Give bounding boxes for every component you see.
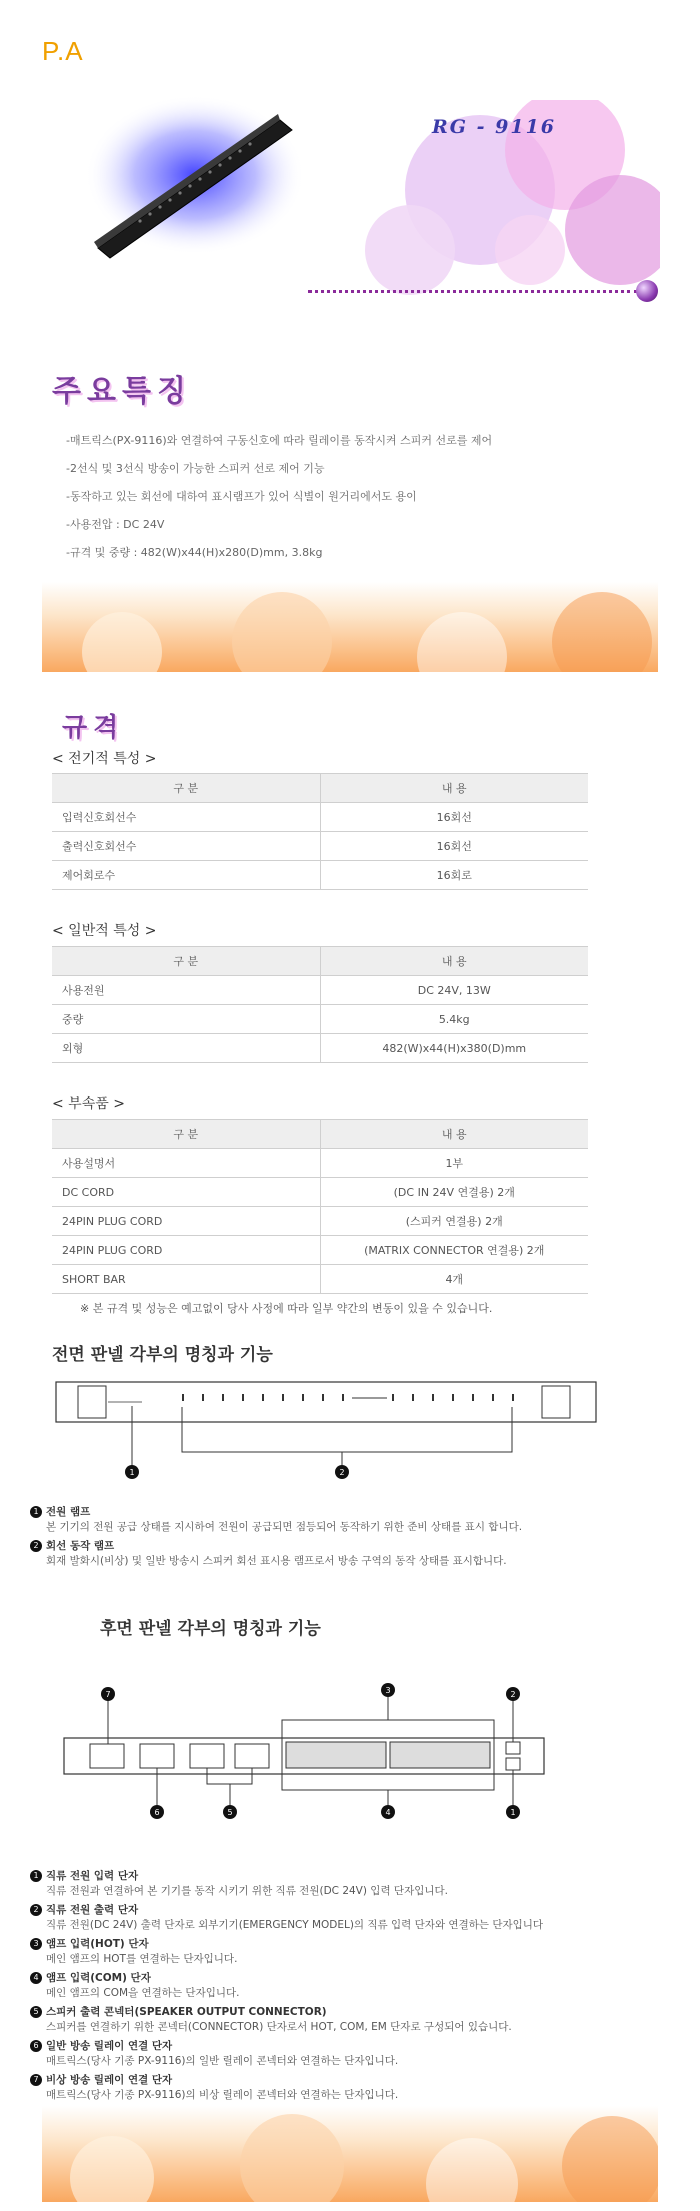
divider <box>308 290 638 293</box>
general-title: < 일반적 특성 > <box>52 923 157 939</box>
callout-number: 7 <box>105 1690 111 1699</box>
feature-item: -동작하고 있는 회선에 대하여 표시램프가 있어 식별이 원거리에서도 용이 <box>66 490 417 503</box>
front-legend-item: 1 전원 램프 본 기기의 전원 공급 상태를 지시하여 전원이 공급되면 점등되어 동작하기 위한 준비 상태를 표시 합니다. <box>30 1504 670 1534</box>
table-row: 제어회로수 16회로 <box>52 861 588 890</box>
table-row: 24PIN PLUG CORD (스피커 연결용) 2개 <box>52 1207 588 1236</box>
feature-item: -규격 및 중량 : 482(W)x44(H)x280(D)mm, 3.8kg <box>66 546 323 559</box>
callout-number: 2 <box>339 1468 345 1477</box>
model-number: RG - 9116 <box>432 116 557 138</box>
table-header: 구 분 <box>52 774 320 803</box>
rear-legend-item: 7 비상 방송 릴레이 연결 단자 매트릭스(당사 기종 PX-9116)의 비상 릴레이 콘넥터와 연결하는 단자입니다. <box>30 2072 670 2102</box>
rear-legend-item: 5 스피커 출력 콘넥터(SPEAKER OUTPUT CONNECTOR) 스피커를 연결하기 위한 콘넥터(CONNECTOR) 단자로서 HOT, COM, EM 단자로 구성되어 있습니다. <box>30 2004 670 2034</box>
feature-item: -2선식 및 3선식 방송이 가능한 스피커 선로 제어 기능 <box>66 462 325 475</box>
decorative-band <box>42 2106 658 2202</box>
table-row: 중량 5.4kg <box>52 1005 588 1034</box>
rear-legend-item: 3 앰프 입력(HOT) 단자 메인 앰프의 HOT를 연결하는 단자입니다. <box>30 1936 670 1966</box>
table-row: 입력신호회선수 16회선 <box>52 803 588 832</box>
electrical-table <box>52 773 588 890</box>
feature-item: -사용전압 : DC 24V <box>66 518 165 531</box>
features-title: 주요특징 <box>52 374 192 409</box>
category-label: P.A <box>42 36 84 66</box>
accessories-title: < 부속품 > <box>52 1096 125 1112</box>
table-row: 사용전원 DC 24V, 13W <box>52 976 588 1005</box>
table-header: 내 용 <box>320 774 588 803</box>
rear-legend-item: 6 일반 방송 릴레이 연결 단자 매트릭스(당사 기종 PX-9116)의 일반 릴레이 콘넥터와 연결하는 단자입니다. <box>30 2038 670 2068</box>
table-row: DC CORD (DC IN 24V 연결용) 2개 <box>52 1178 588 1207</box>
rear-panel-diagram <box>60 1680 560 1840</box>
table-row: 외형 482(W)x44(H)x380(D)mm <box>52 1034 588 1063</box>
callout-number: 4 <box>385 1808 391 1817</box>
table-header: 구 분 <box>52 1120 320 1149</box>
table-header: 구 분 <box>52 947 320 976</box>
table-row: 24PIN PLUG CORD (MATRIX CONNECTOR 연결용) 2개 <box>52 1236 588 1265</box>
callout-number: 2 <box>510 1690 516 1699</box>
decorative-band <box>42 582 658 672</box>
rear-legend-item: 1 직류 전원 입력 단자 직류 전원과 연결하여 본 기기를 동작 시키기 위한 직류 전원(DC 24V) 입력 단자입니다. <box>30 1868 670 1898</box>
callout-number: 6 <box>154 1808 160 1817</box>
front-panel-title: 전면 판넬 각부의 명칭과 기능 <box>52 1345 273 1365</box>
accessories-table <box>52 1119 588 1294</box>
general-table <box>52 946 588 1063</box>
callout-number: 5 <box>227 1808 233 1817</box>
product-image <box>80 80 310 280</box>
rear-legend-item: 2 직류 전원 출력 단자 직류 전원(DC 24V) 출력 단자로 외부기기(EMERGENCY MODEL)의 직류 입력 단자와 연결하는 단자입니다 <box>30 1902 670 1932</box>
decorative-ball-icon <box>636 280 658 302</box>
rear-legend-item: 4 앰프 입력(COM) 단자 메인 앰프의 COM을 연결하는 단자입니다. <box>30 1970 670 2000</box>
table-header: 내 용 <box>320 1120 588 1149</box>
specs-title: 규격 <box>62 713 125 743</box>
callout-number: 1 <box>129 1468 135 1477</box>
rear-panel-title: 후면 판넬 각부의 명칭과 기능 <box>100 1619 321 1639</box>
feature-item: -매트릭스(PX-9116)와 연결하여 구동신호에 따라 릴레이를 동작시켜 스피커 선로를 제어 <box>66 434 493 447</box>
electrical-title: < 전기적 특성 > <box>52 751 157 767</box>
spec-note: ※ 본 규격 및 성능은 예고없이 당사 사정에 따라 일부 약간의 변동이 있을 수 있습니다. <box>80 1302 493 1315</box>
table-row: 출력신호회선수 16회선 <box>52 832 588 861</box>
front-legend-item: 2 회선 동작 램프 회재 발화시(비상) 및 일반 방송시 스피커 회선 표시용 램프로서 방송 구역의 동작 상태를 표시합니다. <box>30 1538 670 1568</box>
front-panel-diagram <box>52 1372 612 1482</box>
table-header: 내 용 <box>320 947 588 976</box>
callout-number: 1 <box>510 1808 516 1817</box>
table-row: 사용설명서 1부 <box>52 1149 588 1178</box>
table-row: SHORT BAR 4개 <box>52 1265 588 1294</box>
callout-number: 3 <box>385 1686 391 1695</box>
